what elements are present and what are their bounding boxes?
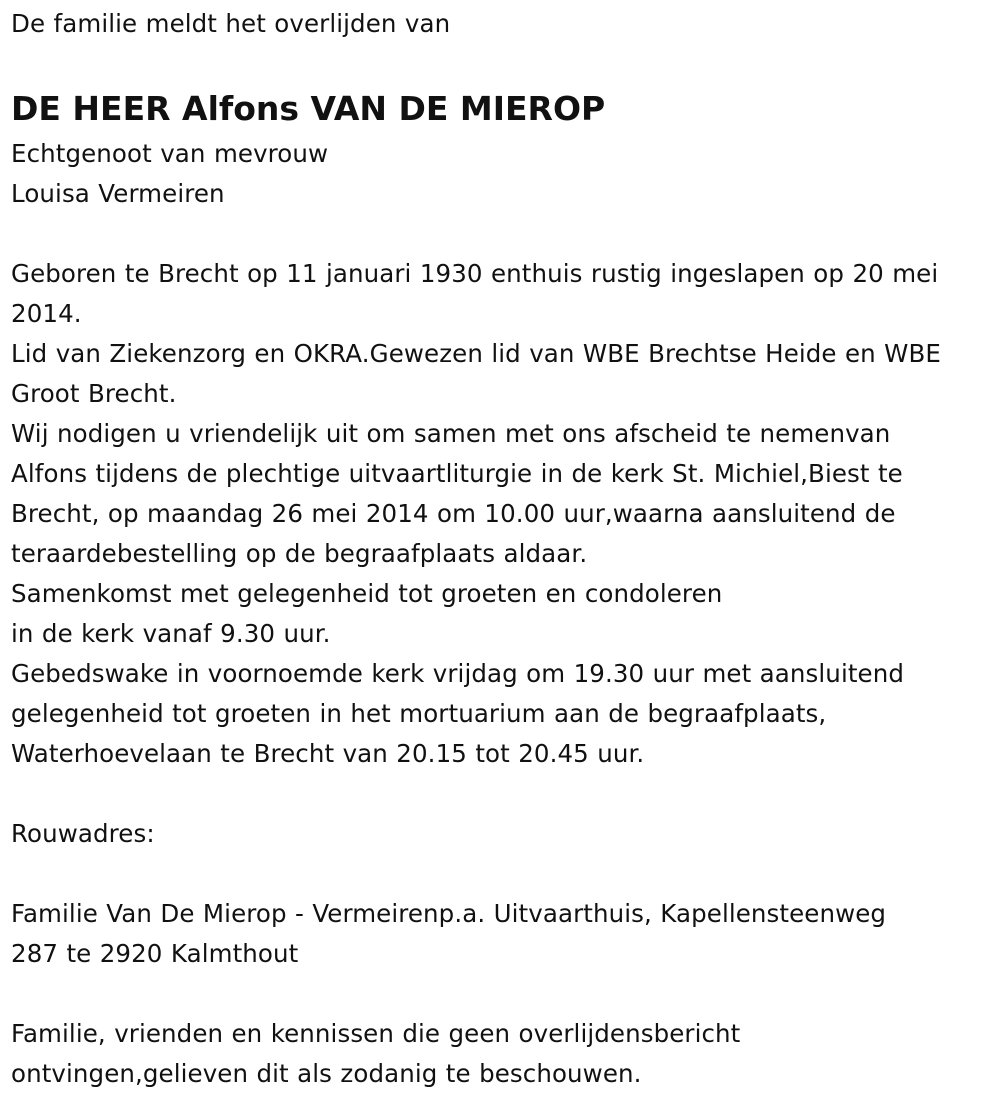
spacer [11,48,996,84]
deceased-name: DE HEER Alfons VAN DE MIEROP [11,89,606,128]
body-text [11,254,996,774]
address-label: Rouwadres: [11,819,155,848]
closing-text [11,1014,996,1094]
body-line: Geboren te Brecht op 11 januari 1930 enthuis rustig ingeslapen op 20 mei [11,259,939,288]
body-line: Brecht, op maandag 26 mei 2014 om 10.00 uur,waarna aansluitend de [11,499,896,528]
closing-line: ontvingen,gelieven dit als zodanig te beschouwen. [11,1059,642,1088]
body-line: Groot Brecht. [11,379,177,408]
spacer [11,974,996,1014]
body-line: Alfons tijdens de plechtige uitvaartliturgie in de kerk St. Michiel,Biest te [11,459,903,488]
body-line: gelegenheid tot groeten in het mortuarium aan de begraafplaats, [11,699,827,728]
body-line: 2014. [11,299,82,328]
spacer [11,214,996,254]
intro-text: De familie meldt het overlijden van [11,9,451,38]
body-line: teraardebestelling op de begraafplaats aldaar. [11,539,588,568]
address-block [11,894,996,974]
spouse-line: Louisa Vermeiren [11,179,225,208]
address-line: 287 te 2920 Kalmthout [11,939,299,968]
spouse-line: Echtgenoot van mevrouw [11,139,329,168]
body-line: in de kerk vanaf 9.30 uur. [11,619,331,648]
body-line: Waterhoevelaan te Brecht van 20.15 tot 20.45 uur. [11,739,645,768]
address-line: Familie Van De Mierop - Vermeirenp.a. Uitvaarthuis, Kapellensteenweg [11,899,887,928]
spacer [11,774,996,814]
closing-line: Familie, vrienden en kennissen die geen overlijdensbericht [11,1019,741,1048]
body-line: Gebedswake in voornoemde kerk vrijdag om 19.30 uur met aansluitend [11,659,905,688]
body-line: Wij nodigen u vriendelijk uit om samen met ons afscheid te nemenvan [11,419,891,448]
body-line: Lid van Ziekenzorg en OKRA.Gewezen lid van WBE Brechtse Heide en WBE [11,339,941,368]
obituary-notice [11,4,996,1094]
spacer [11,854,996,894]
body-line: Samenkomst met gelegenheid tot groeten en condoleren [11,579,723,608]
